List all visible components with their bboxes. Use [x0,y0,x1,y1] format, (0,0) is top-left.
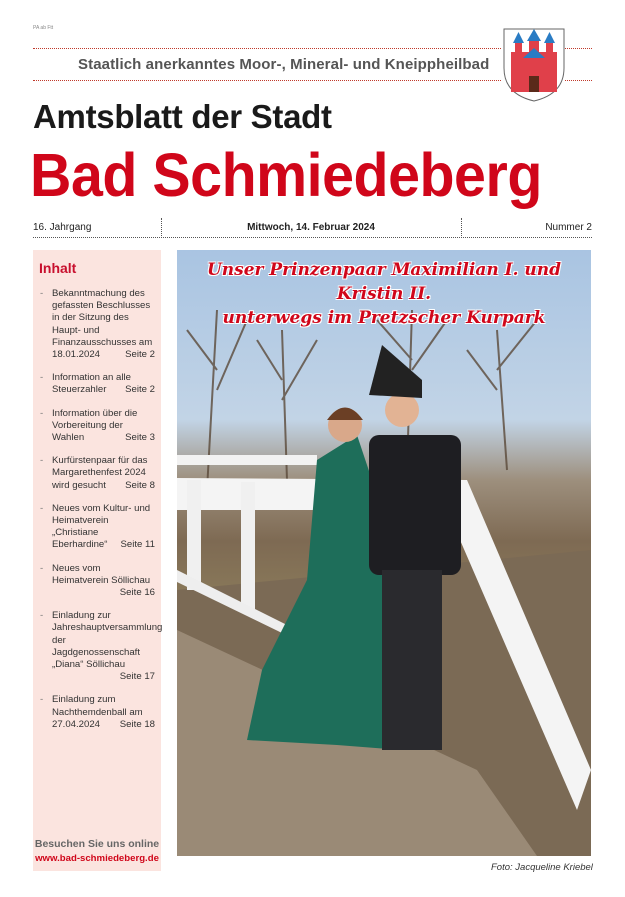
divider [33,80,501,81]
volume: 16. Jahrgang [33,222,92,233]
issue-date: Mittwoch, 14. Februar 2024 [247,222,375,233]
publication-title: Amtsblatt der Stadt [33,98,332,135]
toc-item: - Information über die Vorbereitung der Wahlen Seite 3 [39,408,155,445]
divider [565,80,592,81]
photo-credit: Foto: Jacqueline Kriebel [491,862,593,873]
town-title: Bad Schmiedeberg [30,141,542,209]
table-of-contents [33,250,161,871]
tagline: Staatlich anerkanntes Moor-, Mineral- und Kneippheilbad [78,56,490,73]
toc-item: - Einladung zur Jahreshauptversammlung der Jagdgenossenschaft „Diana“ Söllichau Seite 17 [39,610,155,683]
toc-item: - Neues vom Heimatverein Söllichau Seite 16 [39,563,155,600]
issue-number: Nummer 2 [545,222,592,233]
divider [33,48,501,49]
divider [33,237,592,238]
divider [161,218,162,236]
cover-photo [177,250,591,856]
divider [461,218,462,236]
tiny-header-text: PA ab Ftt [33,25,54,31]
photo-headline: Unser Prinzenpaar Maximilian I. und Kristin II. unterwegs im Pretzscher Kurpark [206,260,562,328]
coat-of-arms-logo [503,28,565,102]
online-label: Besuchen Sie uns online [34,838,160,850]
toc-item: - Einladung zum Nachthemdenball am 27.04.2024 Seite 18 [39,694,155,731]
toc-item: - Kurfürstenpaar für das Margarethenfest 2024 wird gesucht Seite 8 [39,455,155,492]
toc-item: - Bekanntmachung des gefassten Beschlusses in der Sitzung des Haupt- und Finanzausschusses am 18.01.2024 Seite 2 [39,288,155,361]
divider [565,48,592,49]
photo-scene [177,250,591,856]
toc-item: - Neues vom Kultur- und Heimatverein „Christiane Eberhardine“ Seite 11 [39,503,155,552]
website-link[interactable]: www.bad-schmiedeberg.de [35,853,159,864]
toc-item: - Information an alle Steuerzahler Seite 2 [39,372,155,396]
toc-title: Inhalt [39,260,77,276]
